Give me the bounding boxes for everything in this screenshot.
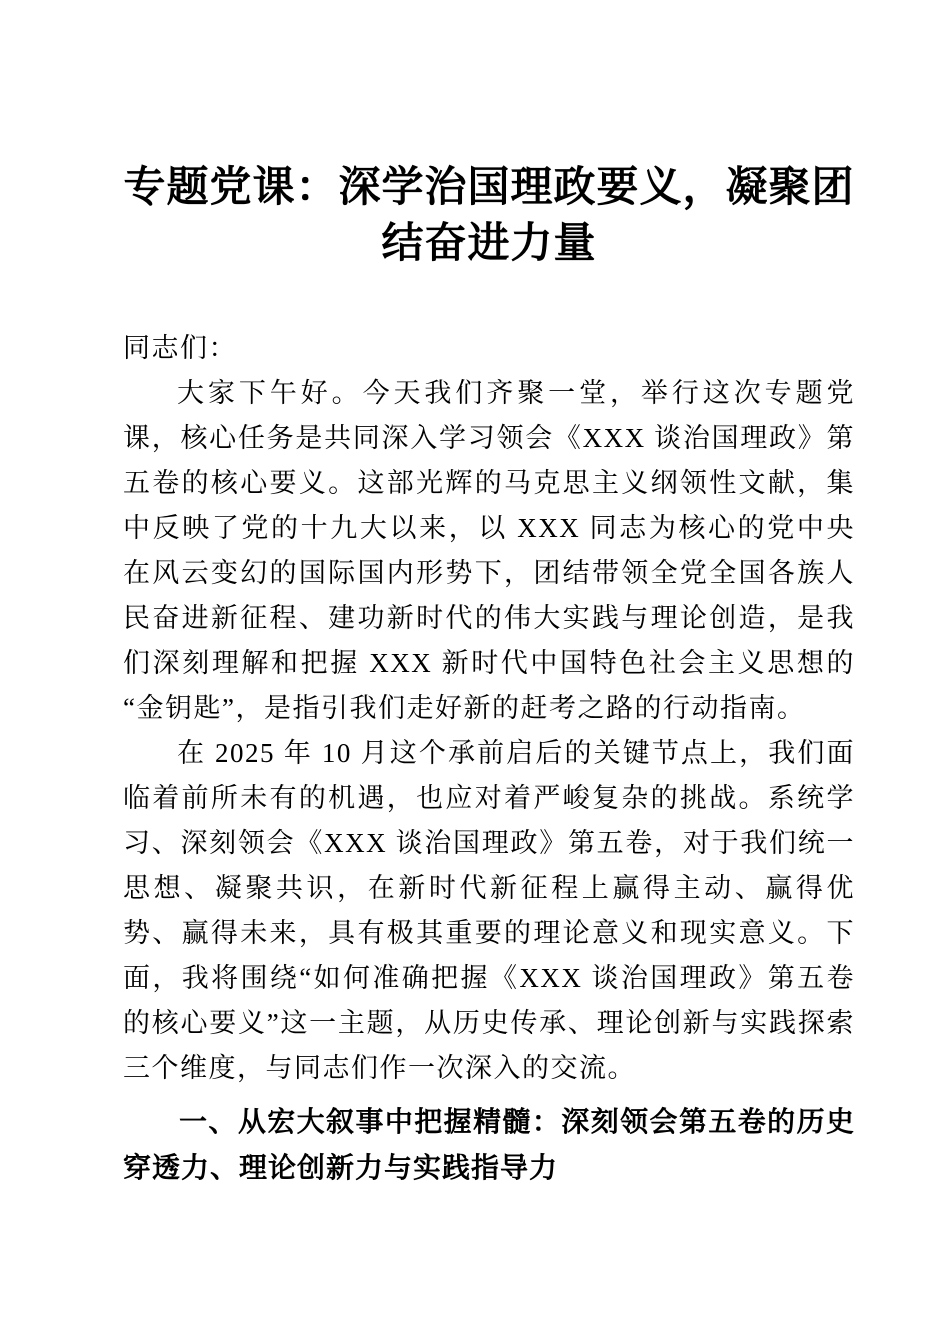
section-heading-1: 一、从宏大叙事中把握精髓：深刻领会第五卷的历史穿透力、理论创新力与实践指导力	[123, 1106, 855, 1183]
document-title: 专题党课：深学治国理政要义，凝聚团结奋进力量	[123, 165, 855, 267]
salutation: 同志们：	[123, 333, 237, 363]
paragraph-opening: 大家下午好。今天我们齐聚一堂，举行这次专题党课，核心任务是共同深入学习领会《XXX 谈治国理政》第五卷的核心要义。这部光辉的马克思主义纲领性文献，集中反映了党的十九大以来，以 XXX 同志为核心的党中央在风云变幻的国际国内形势下，团结带领全党全国各族人民奋进新征程、建功新时代的伟大实践与理论创造，是我们深刻理解和把握 XXX 新时代中国特色社会主义思想的“金钥匙”，是指引我们走好新的赶考之路的行动指南。	[123, 378, 855, 723]
paragraph-context: 在 2025 年 10 月这个承前启后的关键节点上，我们面临着前所未有的机遇，也应对着严峻复杂的挑战。系统学习、深刻领会《XXX 谈治国理政》第五卷，对于我们统一思想、凝聚共识，在新时代新征程上赢得主动、赢得优势、赢得未来，具有极其重要的理论意义和现实意义。下面，我将围绕“如何准确把握《XXX 谈治国理政》第五卷的核心要义”这一主题，从历史传承、理论创新与实践探索三个维度，与同志们作一次深入的交流。	[123, 738, 855, 1083]
